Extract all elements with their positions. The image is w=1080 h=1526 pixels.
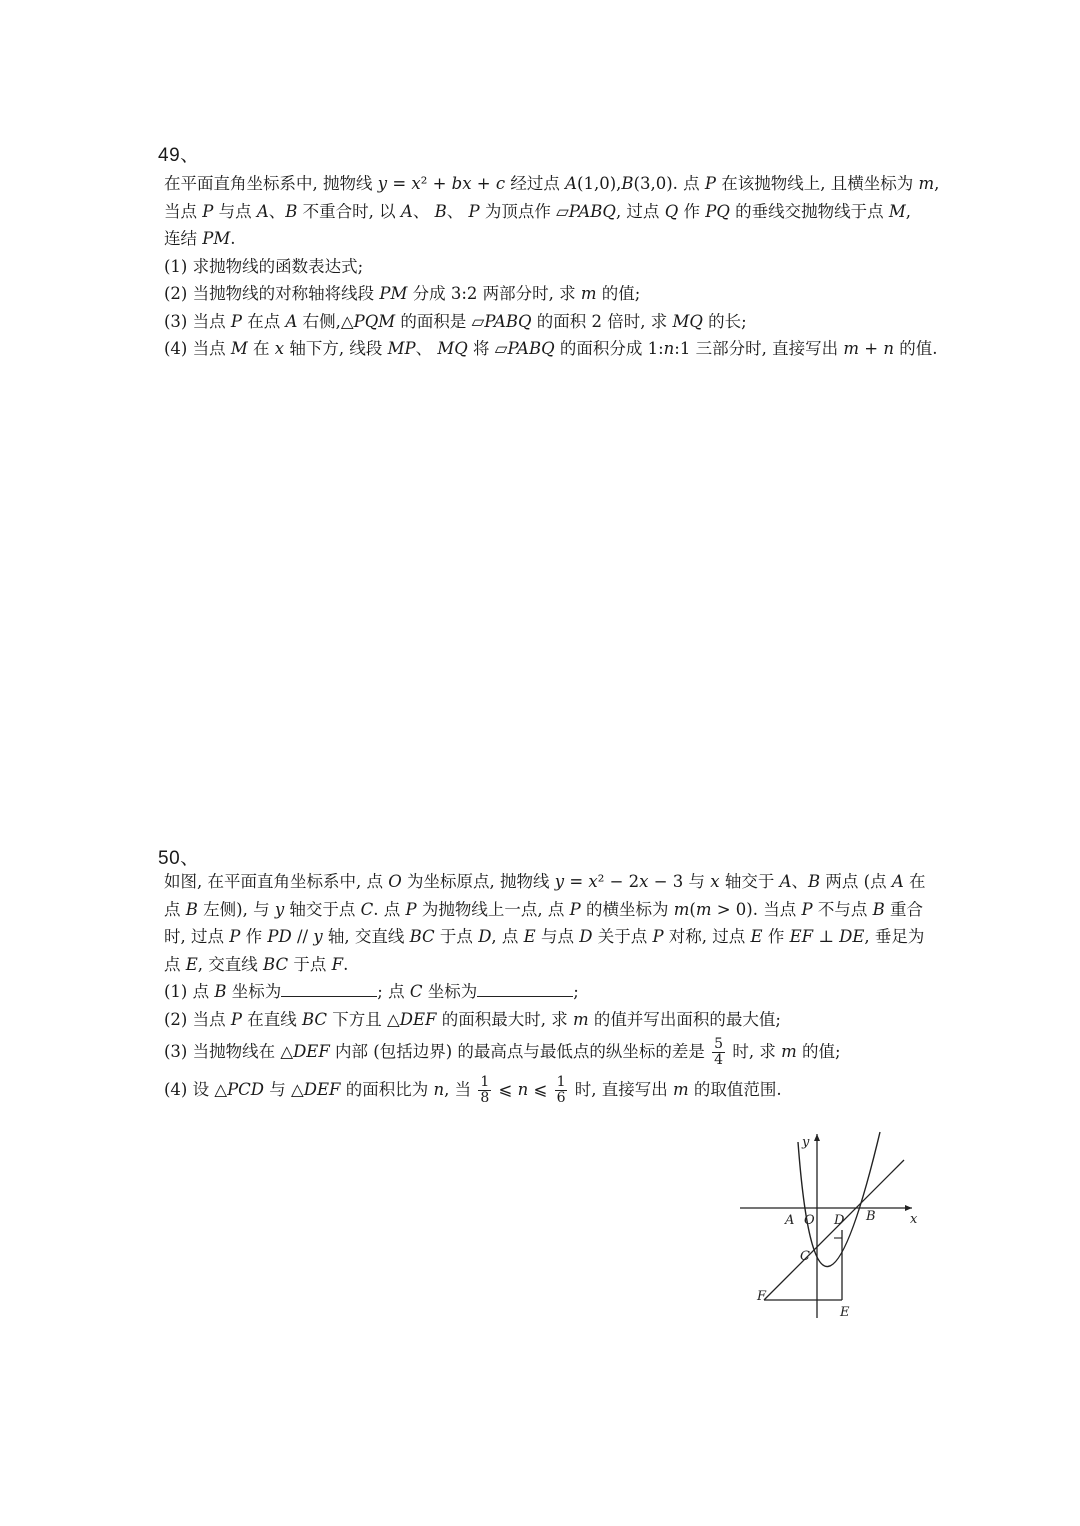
math-symbol: PM — [379, 284, 408, 303]
math-symbol: ▱PABQ — [556, 201, 616, 221]
label-x: x — [910, 1212, 918, 1227]
math-symbol: x — [411, 174, 421, 193]
label-f: F — [757, 1289, 767, 1304]
math-symbol: y — [274, 899, 285, 919]
q49-line-6: (3) 当点 P 在点 A 右侧,△PQM 的面积是 ▱PABQ 的面积 2 倍时, 求 MQ 的长; — [164, 311, 747, 331]
math-symbol: A — [779, 872, 792, 891]
fraction: $\frac{5}{4}$ — [714, 1036, 724, 1068]
math-symbol: ▱PABQ — [494, 339, 555, 358]
answer-blank[interactable] — [477, 979, 573, 997]
math-symbol: n — [883, 339, 894, 358]
q50-line-1: 如图, 在平面直角坐标系中, 点 O 为坐标原点, 抛物线 y = x² − 2x − 3 与 x 轴交于 A、B 两点 (点 A 在 — [164, 872, 926, 891]
math-symbol: x — [710, 872, 720, 891]
q49-line-2: 当点 P 与点 A、B 不重合时, 以 A、 B、 P 为顶点作 ▱PABQ, 过点 Q 作 PQ 的垂线交抛物线于点 M, — [164, 201, 912, 221]
label-b: B — [866, 1209, 876, 1224]
q50-line-8: (4) 设 △PCD 与 △DEF 的面积比为 n, 当 $\frac{1}{8}$ ⩽ n ⩽ $\frac{1}{6}$ 时, 直接写出 m 的取值范围. — [164, 1074, 782, 1106]
math-symbol: E — [523, 927, 536, 946]
math-symbol: MQ — [437, 339, 468, 358]
math-symbol: DE — [839, 927, 865, 946]
math-symbol: BC — [409, 927, 435, 946]
math-symbol: P — [468, 201, 480, 221]
math-symbol: P — [405, 899, 417, 919]
fraction: $\frac{1}{8}$ — [480, 1074, 490, 1106]
label-e: E — [840, 1305, 850, 1320]
math-symbol: F — [331, 954, 344, 974]
math-symbol: x — [639, 872, 649, 891]
math-symbol: M — [888, 201, 906, 221]
math-symbol: B — [872, 899, 885, 919]
q50-line-4: 点 E, 交直线 BC 于点 F. — [164, 954, 349, 974]
parabola-figure — [730, 1128, 930, 1328]
q49-line-1: 在平面直角坐标系中, 抛物线 y = x² + bx + c 经过点 A(1,0),B(3,0). 点 P 在该抛物线上, 且横坐标为 m, — [164, 174, 940, 193]
math-symbol: C — [409, 982, 423, 1001]
math-symbol: B — [621, 174, 634, 193]
math-symbol: P — [801, 899, 813, 919]
label-c: C — [800, 1249, 810, 1264]
math-symbol: E — [750, 927, 763, 946]
q50-line-5: (1) 点 B 坐标为 ; 点 C 坐标为 ; — [164, 978, 984, 1006]
math-symbol: E — [185, 954, 198, 974]
math-symbol: m — [673, 899, 690, 919]
math-symbol: P — [230, 1009, 242, 1029]
math-symbol: BC — [301, 1009, 328, 1029]
math-symbol: DEF — [303, 1080, 341, 1099]
parabola-curve — [798, 1132, 880, 1267]
label-y: y — [802, 1135, 810, 1150]
math-symbol: BC — [263, 954, 289, 974]
math-symbol: m — [672, 1080, 689, 1099]
math-symbol: B — [185, 899, 198, 919]
math-symbol: n — [517, 1080, 529, 1099]
q49-line-3: 连结 PM. — [164, 229, 236, 248]
math-symbol: A — [256, 201, 269, 221]
math-symbol: B — [434, 201, 447, 221]
q50-line-3: 时, 过点 P 作 PD // y 轴, 交直线 BC 于点 D, 点 E 与点 D 关于点 P 对称, 过点 E 作 EF ⊥ DE, 垂足为 — [164, 927, 925, 946]
q50-line-7: (3) 当抛物线在 △DEF 内部 (包括边界) 的最高点与最低点的纵坐标的差是 $\frac{5}{4}$ 时, 求 m 的值; — [164, 1036, 841, 1068]
math-symbol: m — [695, 899, 712, 919]
math-symbol: B — [214, 982, 227, 1001]
math-symbol: MQ — [672, 311, 703, 331]
math-symbol: EF — [789, 927, 814, 946]
math-symbol: MP — [387, 339, 416, 358]
math-symbol: P — [230, 311, 242, 331]
math-symbol: Q — [664, 201, 679, 221]
q50-line-6: (2) 当点 P 在直线 BC 下方且 △DEF 的面积最大时, 求 m 的值并写出面积的最大值; — [164, 1009, 781, 1029]
math-symbol: ▱PABQ — [471, 311, 532, 331]
math-symbol: D — [478, 927, 492, 946]
math-symbol: P — [569, 899, 581, 919]
math-symbol: O — [388, 872, 402, 891]
math-symbol: bx — [451, 174, 472, 193]
y-axis-arrow — [814, 1134, 820, 1141]
math-symbol: x — [274, 339, 285, 358]
q49-line-5: (2) 当抛物线的对称轴将线段 PM 分成 3:2 两部分时, 求 m 的值; — [164, 284, 641, 303]
math-symbol: P — [704, 174, 717, 193]
math-symbol: P — [229, 927, 241, 946]
x-axis-arrow — [905, 1205, 912, 1211]
math-symbol: PQ — [705, 201, 730, 221]
math-symbol: PD — [267, 927, 292, 946]
math-symbol: DEF — [399, 1009, 437, 1029]
question-49-body — [164, 170, 984, 363]
math-symbol: x — [588, 872, 598, 891]
math-symbol: B — [808, 872, 821, 891]
q49-line-4: (1) 求抛物线的函数表达式; — [164, 256, 364, 276]
fraction: $\frac{1}{6}$ — [556, 1074, 566, 1106]
math-symbol: B — [285, 201, 298, 221]
math-symbol: A — [565, 174, 578, 193]
math-symbol: D — [579, 927, 593, 946]
math-symbol: DEF — [293, 1042, 330, 1061]
line-bc — [764, 1160, 904, 1300]
math-symbol: C — [360, 899, 374, 919]
math-symbol: n — [433, 1080, 445, 1099]
q49-line-7: (4) 当点 M 在 x 轴下方, 线段 MP、 MQ 将 ▱PABQ 的面积分成 1:n:1 三部分时, 直接写出 m + n 的值. — [164, 339, 938, 358]
math-symbol: n — [663, 339, 675, 358]
label-d: D — [834, 1213, 845, 1228]
answer-blank[interactable] — [281, 979, 377, 997]
question-50-body — [164, 868, 984, 1109]
math-symbol: M — [230, 339, 248, 358]
label-a: A — [785, 1213, 795, 1228]
math-symbol: m — [580, 284, 597, 303]
math-symbol: y — [377, 174, 388, 193]
math-symbol: y — [554, 872, 565, 891]
math-symbol: PCD — [227, 1080, 265, 1099]
math-symbol: P — [652, 927, 664, 946]
math-symbol: m — [781, 1042, 797, 1061]
math-symbol: c — [495, 174, 506, 193]
math-symbol: m — [843, 339, 859, 358]
math-symbol: m — [572, 1009, 589, 1029]
math-symbol: PM — [202, 229, 231, 248]
math-symbol: A — [891, 872, 904, 891]
question-49-number: 49、 — [158, 145, 200, 166]
math-symbol: P — [202, 201, 214, 221]
math-symbol: m — [918, 174, 935, 193]
label-o: O — [804, 1213, 815, 1228]
math-symbol: y — [313, 927, 323, 946]
question-50-number: 50、 — [158, 848, 200, 869]
math-symbol: PQM — [353, 311, 396, 331]
q50-line-2: 点 B 左侧), 与 y 轴交于点 C. 点 P 为抛物线上一点, 点 P 的横坐标为 m(m > 0). 当点 P 不与点 B 重合 — [164, 899, 923, 919]
math-symbol: A — [400, 201, 413, 221]
math-symbol: A — [285, 311, 298, 331]
